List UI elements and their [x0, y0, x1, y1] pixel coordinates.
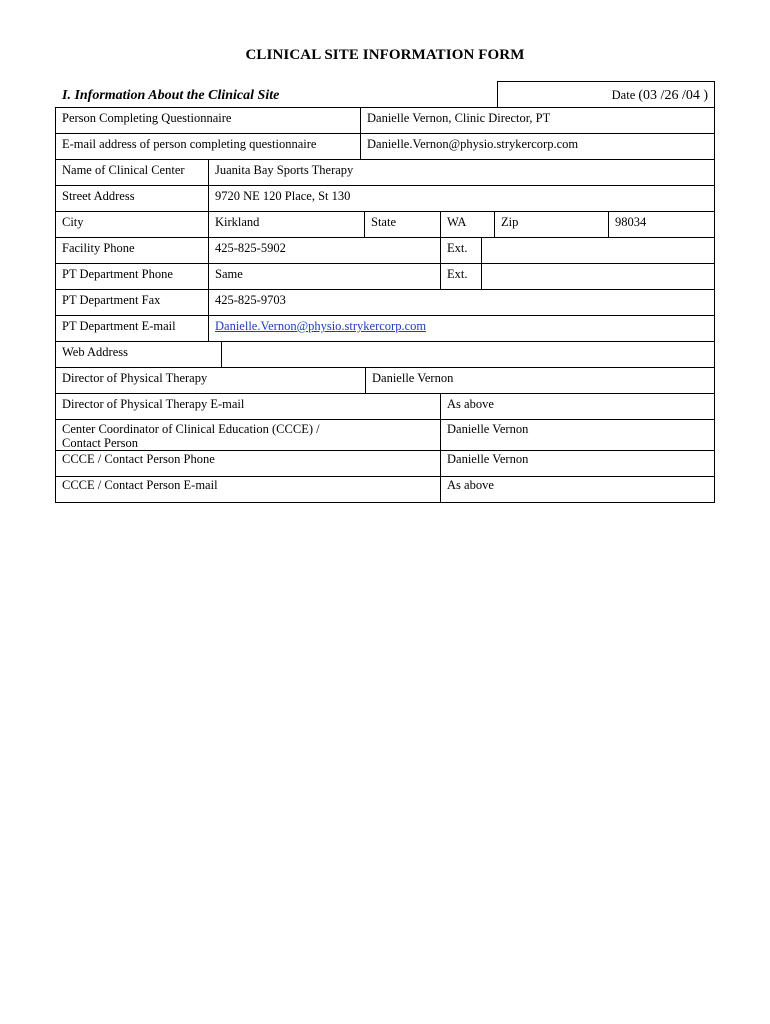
facility-phone-field[interactable]: 425-825-5902: [208, 237, 441, 264]
ccce-phone-label: CCCE / Contact Person Phone: [55, 450, 441, 477]
date-value: (03 /26 /04 ): [638, 88, 708, 103]
director-label: Director of Physical Therapy: [55, 367, 366, 394]
ccce-label: [55, 419, 441, 451]
facility-ext-field[interactable]: [481, 237, 715, 264]
state-field[interactable]: WA: [440, 211, 495, 238]
pt-ext-field[interactable]: [481, 263, 715, 290]
web-field[interactable]: [221, 341, 715, 368]
email-person-label: E-mail address of person completing questionnaire: [55, 133, 361, 160]
ccce-field[interactable]: Danielle Vernon: [440, 419, 715, 451]
ccce-label-line1: Center Coordinator of Clinical Education (CCCE) /: [62, 422, 320, 436]
pt-fax-field[interactable]: 425-825-9703: [208, 289, 715, 316]
person-completing-field[interactable]: Danielle Vernon, Clinic Director, PT: [360, 107, 715, 134]
pt-phone-field[interactable]: Same: [208, 263, 441, 290]
street-field[interactable]: 9720 NE 120 Place, St 130: [208, 185, 715, 212]
center-name-label: Name of Clinical Center: [55, 159, 209, 186]
state-label: State: [364, 211, 441, 238]
pt-phone-label: PT Department Phone: [55, 263, 209, 290]
director-email-field[interactable]: As above: [440, 393, 715, 420]
person-completing-label: Person Completing Questionnaire: [55, 107, 361, 134]
ccce-phone-field[interactable]: Danielle Vernon: [440, 450, 715, 477]
director-field[interactable]: Danielle Vernon: [365, 367, 715, 394]
ccce-email-label: CCCE / Contact Person E-mail: [55, 476, 441, 503]
zip-label: Zip: [494, 211, 609, 238]
zip-field[interactable]: 98034: [608, 211, 715, 238]
ccce-label-line2: Contact Person: [62, 436, 139, 450]
email-person-field[interactable]: Danielle.Vernon@physio.strykercorp.com: [360, 133, 715, 160]
facility-ext-label: Ext.: [440, 237, 482, 264]
city-label: City: [55, 211, 209, 238]
pt-email-label: PT Department E-mail: [55, 315, 209, 342]
date-label: Date: [611, 88, 636, 102]
form-title: CLINICAL SITE INFORMATION FORM: [245, 47, 525, 63]
pt-email-field[interactable]: [208, 315, 715, 342]
section-heading: I. Information About the Clinical Site: [62, 88, 280, 103]
director-email-label: Director of Physical Therapy E-mail: [55, 393, 441, 420]
date-field[interactable]: [497, 81, 715, 108]
city-field[interactable]: Kirkland: [208, 211, 365, 238]
center-name-field[interactable]: Juanita Bay Sports Therapy: [208, 159, 715, 186]
facility-phone-label: Facility Phone: [55, 237, 209, 264]
web-label: Web Address: [55, 341, 222, 368]
pt-fax-label: PT Department Fax: [55, 289, 209, 316]
street-label: Street Address: [55, 185, 209, 212]
pt-email-link[interactable]: Danielle.Vernon@physio.strykercorp.com: [215, 319, 427, 333]
pt-ext-label: Ext.: [440, 263, 482, 290]
ccce-email-field[interactable]: As above: [440, 476, 715, 503]
